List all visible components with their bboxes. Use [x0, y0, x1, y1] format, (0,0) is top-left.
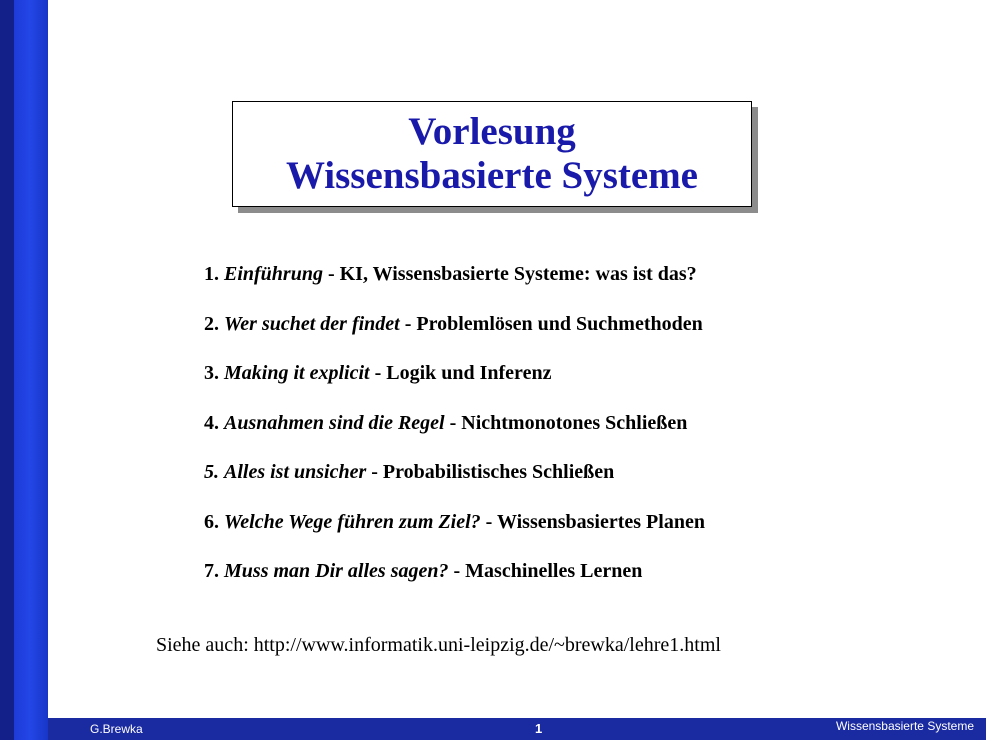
topic-number: 3. — [204, 362, 219, 384]
left-sidebar-edge — [0, 0, 14, 740]
topic-description: - Logik und Inferenz — [369, 362, 552, 384]
title-line-2: Wissensbasierte Systeme — [286, 154, 698, 197]
topic-number: 2. — [204, 312, 219, 335]
title-box — [232, 101, 752, 207]
footer-course-title: Wissensbasierte Systeme — [835, 719, 974, 733]
topic-item — [204, 559, 705, 609]
topic-item — [204, 510, 705, 560]
topic-title: Alles ist unsicher — [224, 461, 367, 483]
topic-description: - Nichtmonotones Schließen — [444, 411, 688, 434]
topic-title: Wer suchet der findet — [224, 312, 400, 335]
topic-title: Einführung — [224, 263, 323, 285]
title-line-1: Vorlesung — [408, 110, 576, 153]
see-also-link-text: Siehe auch: http://www.informatik.uni-leipzig.de/~brewka/lehre1.html — [156, 634, 721, 656]
topic-number: 5. — [204, 461, 219, 483]
topic-number: 4. — [204, 411, 219, 434]
topic-number: 1. — [204, 263, 219, 285]
topic-number: 7. — [204, 560, 219, 582]
left-sidebar-bar — [0, 0, 48, 740]
topic-list — [204, 262, 705, 609]
topic-number: 6. — [204, 510, 219, 533]
topic-item — [204, 361, 705, 411]
topic-title: Ausnahmen sind die Regel — [224, 411, 445, 434]
topic-item — [204, 262, 705, 312]
topic-title: Making it explicit — [224, 362, 370, 384]
topic-item — [204, 411, 705, 461]
topic-item — [204, 312, 705, 362]
footer-page-number: 1 — [535, 721, 543, 736]
topic-description: - Problemlösen und Suchmethoden — [399, 312, 703, 335]
footer-author: G.Brewka — [90, 722, 143, 736]
topic-item — [204, 460, 705, 510]
topic-description: - Probabilistisches Schließen — [366, 461, 615, 483]
topic-title: Welche Wege führen zum Ziel? — [224, 510, 481, 533]
topic-description: - KI, Wissensbasierte Systeme: was ist das? — [322, 263, 697, 285]
topic-description: - Maschinelles Lernen — [448, 560, 643, 582]
topic-title: Muss man Dir alles sagen? — [224, 560, 449, 582]
topic-description: - Wissensbasiertes Planen — [480, 510, 705, 533]
